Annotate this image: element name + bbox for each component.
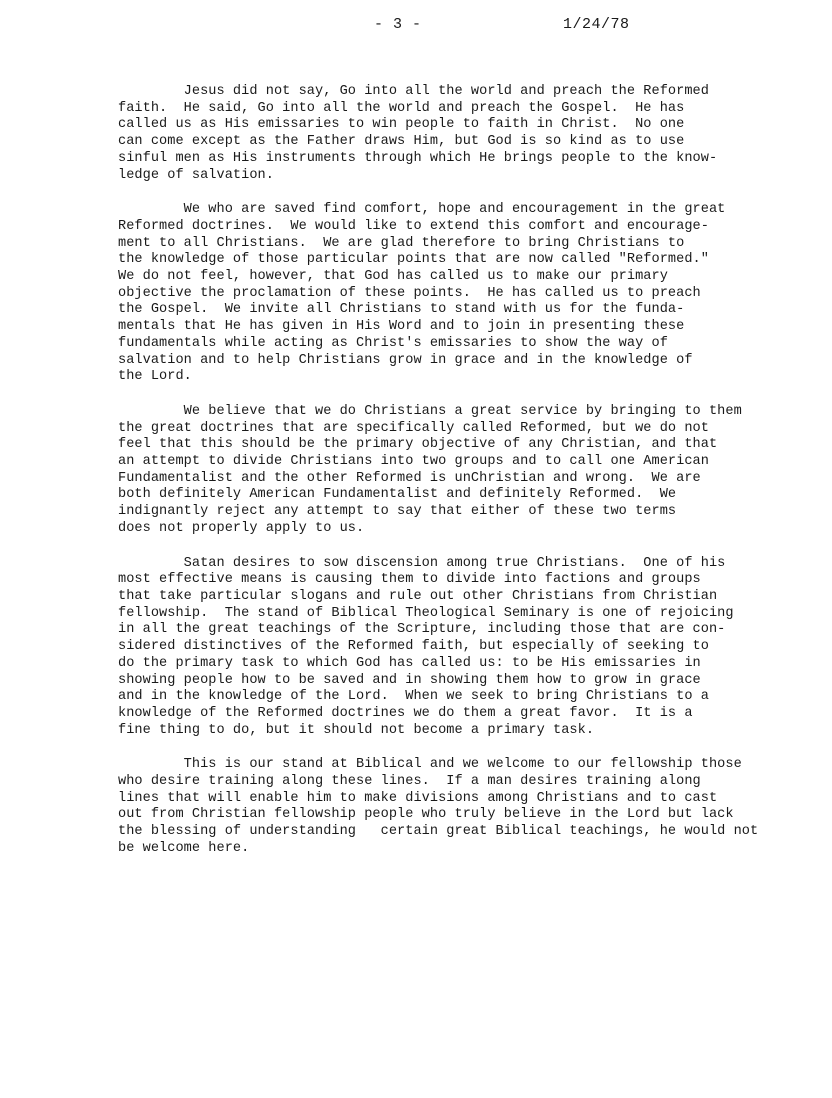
paragraph-4 [118, 556, 798, 740]
text-line: ledge of salvation. [118, 167, 274, 183]
text-line: We who are saved find comfort, hope and encouragement in the great [118, 202, 726, 218]
paragraph-2 [118, 202, 798, 386]
text-line: ment to all Christians. We are glad therefore to bring Christians to [118, 235, 685, 251]
text-line: that take particular slogans and rule out other Christians from Christian [118, 588, 718, 604]
text-line: do the primary task to which God has called us: to be His emissaries in [118, 655, 701, 671]
text-line: fellowship. The stand of Biblical Theological Seminary is one of rejoicing [118, 605, 734, 621]
text-line: We believe that we do Christians a great service by bringing to them [118, 403, 742, 419]
text-line: can come except as the Father draws Him, but God is so kind as to use [118, 134, 685, 150]
paragraph-1 [118, 84, 798, 184]
text-line: most effective means is causing them to divide into factions and groups [118, 572, 701, 588]
document-date: 1/24/78 [563, 16, 630, 33]
body-text [118, 84, 798, 876]
text-line: be welcome here. [118, 840, 250, 856]
text-line: We do not feel, however, that God has called us to make our primary [118, 269, 668, 285]
text-line: sinful men as His instruments through which He brings people to the know- [118, 150, 718, 166]
text-line: knowledge of the Reformed doctrines we do them a great favor. It is a [118, 705, 693, 721]
text-line: Satan desires to sow discension among true Christians. One of his [118, 555, 726, 571]
text-line: lines that will enable him to make divisions among Christians and to cast [118, 790, 718, 806]
text-line: This is our stand at Biblical and we welcome to our fellowship those [118, 757, 742, 773]
text-line: sidered distinctives of the Reformed faith, but especially of seeking to [118, 639, 709, 655]
text-line: Fundamentalist and the other Reformed is unChristian and wrong. We are [118, 470, 701, 486]
text-line: showing people how to be saved and in showing them how to grow in grace [118, 672, 701, 688]
text-line: faith. He said, Go into all the world and preach the Gospel. He has [118, 100, 685, 116]
text-line: does not properly apply to us. [118, 520, 365, 536]
text-line: both definitely American Fundamentalist and definitely Reformed. We [118, 487, 677, 503]
margin-note: not [733, 824, 759, 840]
text-line: the Lord. [118, 369, 192, 385]
text-line: out from Christian fellowship people who truly believe in the Lord but lack [118, 807, 734, 823]
text-line: the knowledge of those particular points that are now called "Reformed." [118, 252, 709, 268]
text-line: and in the knowledge of the Lord. When we seek to bring Christians to a [118, 689, 709, 705]
text-line [118, 824, 798, 841]
text-line: Jesus did not say, Go into all the world and preach the Reformed [118, 84, 709, 99]
paragraph-5 [118, 757, 798, 857]
text-line: called us as His emissaries to win people to faith in Christ. No one [118, 117, 685, 133]
paragraph-3 [118, 404, 798, 538]
text-line: feel that this should be the primary objective of any Christian, and that [118, 437, 718, 453]
text-line: who desire training along these lines. If a man desires training along [118, 774, 701, 790]
text-line: mentals that He has given in His Word and to join in presenting these [118, 319, 685, 335]
text-line: in all the great teachings of the Scripture, including those that are con- [118, 622, 726, 638]
text-line: an attempt to divide Christians into two groups and to call one American [118, 454, 709, 470]
text-line: fine thing to do, but it should not become a primary task. [118, 722, 595, 738]
text-line: salvation and to help Christians grow in grace and in the knowledge of [118, 352, 693, 368]
text-line: objective the proclamation of these points. He has called us to preach [118, 285, 701, 301]
text-line: the great doctrines that are specifically called Reformed, but we do not [118, 420, 709, 436]
text-line: fundamentals while acting as Christ's emissaries to show the way of [118, 335, 668, 351]
text-line: the Gospel. We invite all Christians to stand with us for the funda- [118, 302, 685, 318]
text-line: Reformed doctrines. We would like to extend this comfort and encourage- [118, 218, 709, 234]
text-line: indignantly reject any attempt to say that either of these two terms [118, 504, 677, 520]
page-number: - 3 - [374, 16, 422, 33]
text-line-content: the blessing of understanding certain great Biblical teachings, he would [118, 824, 726, 840]
